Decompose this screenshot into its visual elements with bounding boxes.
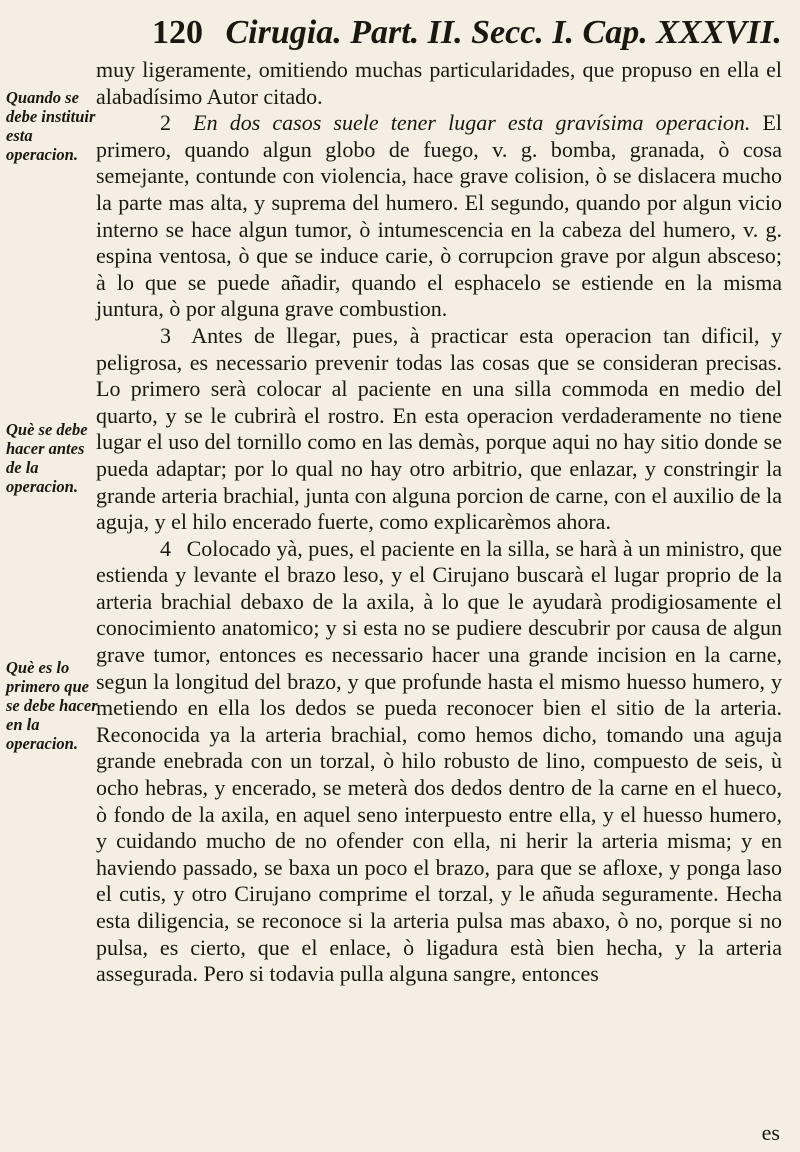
paragraph-2-text: El primero, quando algun globo de fuego, v. g. bomba, granada, ò cosa semejante, contunde con violencia, hace grave colision, ò se dislacera mucho la parte mas alta, y suprema del humero. El segundo, quando por algun vicio interno se hace algun tumor, ò intumescencia en la cabeza del humero, v. g. espina ventosa, ò que se induce carie, ò corrupcion grave por algun absceso; à lo que se puede añadir, quando el esphacelo se estiende en la misma juntura, ò por alguna grave combustion. [96, 110, 783, 322]
running-title: Cirugia. Part. II. Secc. I. Cap. XXXVII. [225, 14, 782, 51]
page-number: 120 [152, 14, 203, 51]
paragraph-1-text: muy ligeramente, omitiendo muchas particularidades, que propuso en ella el alabadísimo Autor citado. [96, 57, 782, 109]
paragraph-2-lead: En dos casos suele tener lugar esta gravísima operacion. [193, 110, 751, 136]
paragraph-4 [96, 536, 782, 988]
paragraph-1 [96, 57, 782, 110]
body-text [96, 57, 782, 988]
margin-note-2: Què se debe hacer antes de la operacion. [6, 420, 88, 496]
margin-note-3: Què es lo primero que se debe hacer en la operacion. [6, 658, 98, 753]
paragraph-4-text: Colocado yà, pues, el paciente en la silla, se harà à un ministro, que estienda y levante el brazo leso, y el Cirujano buscarà el lugar proprio de la arteria brachial debaxo de la axila, à lo que le ayudarà prodigiosamente el conocimiento anatomico; y si esta no se pudiere descubrir por causa de algun grave tumor, entonces es necessario hacer una grande incision en la carne, segun la longitud del brazo, y que profunde hasta el mismo huesso humero, y metiendo en ella los dedos se pueda reconocer bien el sitio de la arteria. Reconocida ya la arteria brachial, como hemos dicho, tomando una aguja grande enebrada con un torzal, ò hilo robusto de lino, compuesto de seis, ù ocho hebras, y encerado, se meterà dos dedos dentro de la carne en el hueco, ò fondo de la axila, en aquel seno interpuesto entre ella, y el huesso humero, y cuidando mucho de no ofender con ella, ni herir la arteria misma; y en haviendo passado, se baxa un poco el brazo, para que se afloxe, y ponga laso el cutis, y otro Cirujano comprime el torzal, y le añuda seguramente. Hecha esta diligencia, se reconoce si la arteria pulsa mas abaxo, ò no, porque si no pulsa, es cierto, que el enlace, ò ligadura està bien hecha, y la arteria assegurada. Pero si todavia pulla alguna sangre, entonces [96, 535, 782, 987]
paragraph-4-number: 4 [160, 535, 171, 561]
margin-note-1: Quando se debe instituir esta operacion. [6, 88, 96, 164]
running-header [152, 8, 782, 58]
paragraph-2 [96, 110, 782, 323]
catchword: es [761, 1120, 780, 1145]
paragraph-2-number: 2 [160, 110, 171, 136]
paragraph-3 [96, 323, 782, 536]
paragraph-3-text: Antes de llegar, pues, à practicar esta operacion tan dificil, y peligrosa, es necessario prevenir todas las cosas que se consideran precisas. Lo primero serà colocar al paciente en una silla commoda en medio del quarto, y se le cubrirà el rostro. En esta operacion verdaderamente no tiene lugar el uso del tornillo como en las demàs, porque aqui no hay sitio donde se pueda adaptar; por lo qual no hay otro arbitrio, que enlazar, y constringir la grande arteria brachial, junta con alguna porcion de carne, con el auxilio de la aguja, y el hilo encerado fuerte, como explicarèmos ahora. [96, 322, 782, 535]
paragraph-3-number: 3 [160, 322, 171, 348]
